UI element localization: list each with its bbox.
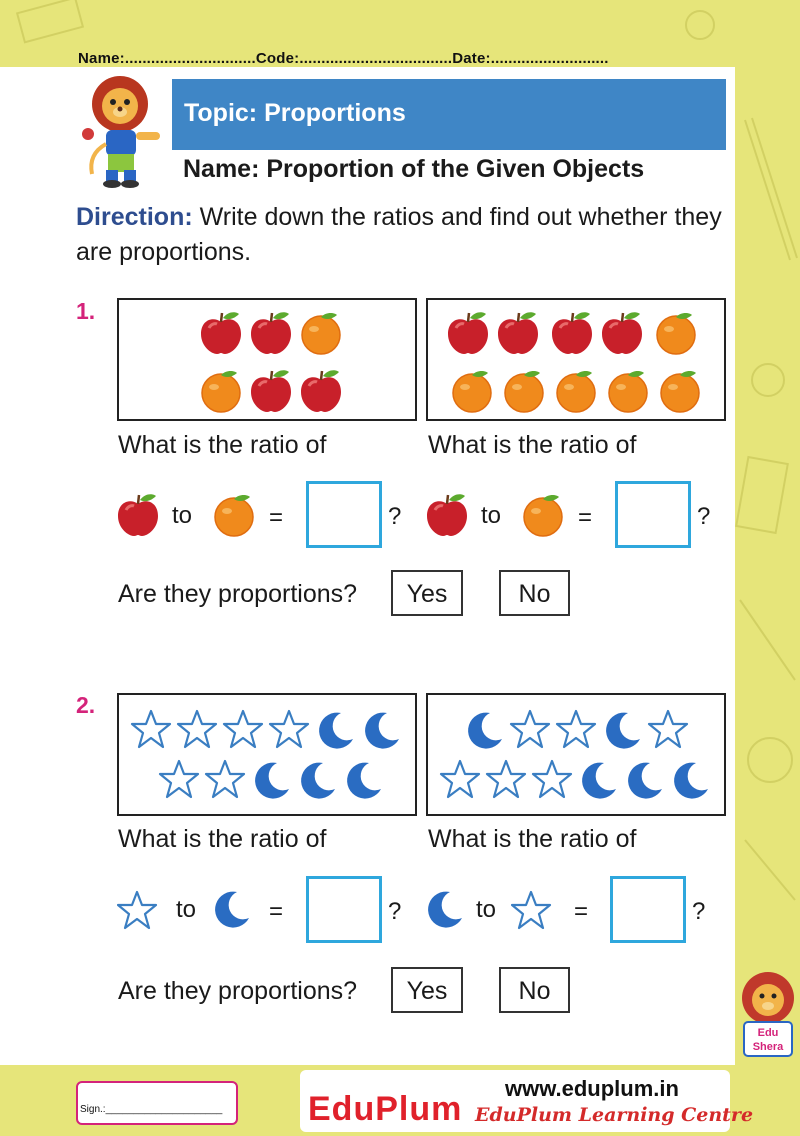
apple-icon <box>301 370 341 412</box>
star-icon <box>557 711 595 747</box>
star-icon <box>224 711 262 747</box>
equals-sign: = <box>269 504 284 531</box>
star-icon <box>533 761 571 797</box>
object-group <box>428 695 724 814</box>
question-mark: ? <box>692 898 706 925</box>
star-icon <box>511 890 553 932</box>
star-icon <box>487 761 525 797</box>
ratio-answer-box[interactable] <box>615 481 691 548</box>
student-info-line: Name:..............................Code:...................................Date:........................... <box>78 50 609 67</box>
to-word: to <box>176 896 197 923</box>
no-button[interactable]: No <box>499 570 570 616</box>
ratio-answer-box[interactable] <box>306 876 382 943</box>
moon-icon <box>424 888 466 930</box>
ratio-prompt-left: What is the ratio of <box>118 825 327 853</box>
edushera-badge-top: Edu <box>757 1027 779 1039</box>
eduplum-logo: EduPlum <box>308 1090 463 1128</box>
direction-body: Write down the ratios and find out whether they are proportions. <box>76 203 722 266</box>
to-word: to <box>481 502 502 529</box>
edushera-logo-icon <box>738 968 798 1060</box>
apple-icon <box>201 312 241 354</box>
star-icon <box>649 711 687 747</box>
moon-icon <box>301 763 335 799</box>
star-icon <box>132 711 170 747</box>
question-number: 1. <box>76 298 96 324</box>
orange-icon <box>557 371 595 412</box>
orange-icon <box>453 371 491 412</box>
lion-mascot-icon <box>78 74 168 189</box>
question-mark: ? <box>388 898 402 925</box>
equals-sign: = <box>578 504 593 531</box>
orange-icon <box>505 371 543 412</box>
moon-icon <box>674 763 708 799</box>
yes-button[interactable]: Yes <box>391 570 463 616</box>
orange-icon <box>202 371 240 412</box>
question-number: 2. <box>76 692 96 718</box>
star-icon <box>178 711 216 747</box>
star-icon <box>511 711 549 747</box>
orange-icon <box>302 313 340 354</box>
website-url[interactable]: www.eduplum.in <box>505 1076 679 1101</box>
object-box-left <box>117 298 417 421</box>
star-icon <box>270 711 308 747</box>
orange-icon <box>609 371 647 412</box>
to-word: to <box>476 896 497 923</box>
apple-icon <box>498 312 538 354</box>
object-group <box>119 695 415 814</box>
orange-icon <box>521 492 565 538</box>
star-icon <box>441 761 479 797</box>
apple-icon <box>448 312 488 354</box>
moon-icon <box>582 763 616 799</box>
star-icon <box>206 761 244 797</box>
moon-icon <box>628 763 662 799</box>
apple-icon <box>251 370 291 412</box>
star-icon <box>117 890 159 932</box>
apple-icon <box>251 312 291 354</box>
equals-sign: = <box>269 898 284 925</box>
apple-icon <box>602 312 642 354</box>
apple-icon <box>425 492 469 538</box>
ratio-prompt-right: What is the ratio of <box>428 825 637 853</box>
signature-label: Sign.:_____________________ <box>80 1104 223 1115</box>
object-box-right <box>426 298 726 421</box>
star-icon <box>160 761 198 797</box>
ratio-answer-box[interactable] <box>610 876 686 943</box>
moon-icon <box>211 888 253 930</box>
orange-icon <box>212 492 256 538</box>
object-box-right <box>426 693 726 816</box>
no-button[interactable]: No <box>499 967 570 1013</box>
question-mark: ? <box>388 503 402 530</box>
edushera-badge-bottom: Shera <box>752 1041 784 1053</box>
apple-icon <box>116 492 160 538</box>
to-word: to <box>172 502 193 529</box>
proportion-question: Are they proportions? <box>118 977 358 1005</box>
worksheet-subtitle: Name: Proportion of the Given Objects <box>183 155 645 183</box>
direction-text <box>76 200 726 270</box>
learning-centre-text: EduPlum Learning Centre <box>475 1104 754 1126</box>
moon-icon <box>255 763 289 799</box>
object-group <box>119 300 415 419</box>
proportion-question: Are they proportions? <box>118 580 358 608</box>
ratio-prompt-left: What is the ratio of <box>118 431 327 459</box>
direction-label: Direction: <box>76 203 193 231</box>
moon-icon <box>606 713 640 749</box>
moon-icon <box>468 713 502 749</box>
apple-icon <box>552 312 592 354</box>
orange-icon <box>661 371 699 412</box>
ratio-answer-box[interactable] <box>306 481 382 548</box>
object-box-left <box>117 693 417 816</box>
ratio-prompt-right: What is the ratio of <box>428 431 637 459</box>
question-mark: ? <box>697 503 711 530</box>
object-group <box>428 300 724 419</box>
moon-icon <box>365 713 399 749</box>
equals-sign: = <box>574 898 589 925</box>
moon-icon <box>347 763 381 799</box>
orange-icon <box>657 313 695 354</box>
signature-box[interactable] <box>76 1081 238 1125</box>
topic-banner: Topic: Proportions <box>172 79 726 150</box>
yes-button[interactable]: Yes <box>391 967 463 1013</box>
moon-icon <box>319 713 353 749</box>
